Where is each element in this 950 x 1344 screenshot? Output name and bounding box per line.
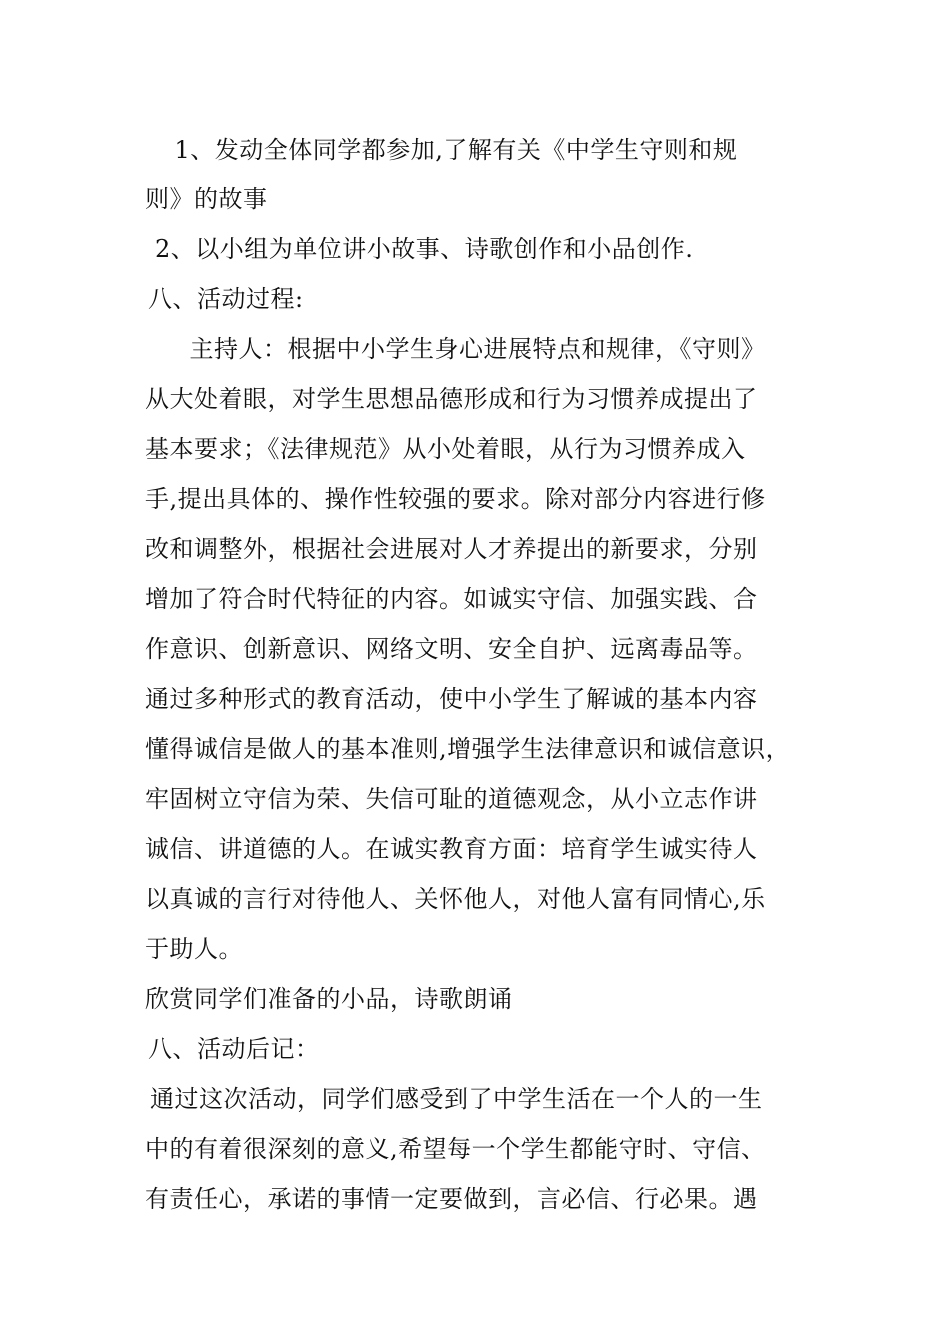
text-line-22: 有责任心，承诺的事情一定要做到，言必信、行必果。遇 xyxy=(145,1185,758,1213)
text-line-16: 以真诚的言行对待他人、关怀他人，对他人富有同情心,乐 xyxy=(145,885,766,913)
text-line-5: 主持人：根据中小学生身心进展特点和规律，《守则》 xyxy=(165,335,766,363)
text-line-11: 作意识、创新意识、网络文明、安全自护、远离毒品等。 xyxy=(145,635,758,663)
text-line-15: 诚信、讲道德的人。在诚实教育方面：培育学生诚实待人 xyxy=(145,835,758,863)
text-line-21: 中的有着很深刻的意义,希望每一个学生都能守时、守信、 xyxy=(145,1135,766,1163)
text-line-12: 通过多种形式的教育活动，使中小学生了解诚的基本内容 xyxy=(145,685,758,713)
section-heading-process: 八、活动过程: xyxy=(148,285,304,313)
text-line-3: 2、以小组为单位讲小故事、诗歌创作和小品创作. xyxy=(155,235,694,263)
text-line-17: 于助人。 xyxy=(145,935,243,963)
text-line-20: 通过这次活动，同学们感受到了中学生活在一个人的一生 xyxy=(150,1085,763,1113)
text-line-9: 改和调整外，根据社会进展对人才养提出的新要求，分别 xyxy=(145,535,758,563)
text-line-18: 欣赏同学们准备的小品，诗歌朗诵 xyxy=(145,985,513,1013)
text-line-1: 1、发动全体同学都参加,了解有关《中学生守则和规 xyxy=(150,136,738,164)
text-line-13: 懂得诚信是做人的基本准则,增强学生法律意识和诚信意识， xyxy=(145,735,791,763)
section-heading-afterword: 八、活动后记： xyxy=(148,1035,320,1063)
text-line-6: 从大处着眼，对学生思想品德形成和行为习惯养成提出了 xyxy=(145,385,758,413)
text-line-2: 则》的故事 xyxy=(145,185,268,213)
text-line-14: 牢固树立守信为荣、失信可耻的道德观念，从小立志作讲 xyxy=(145,785,758,813)
text-line-10: 增加了符合时代特征的内容。如诚实守信、加强实践、合 xyxy=(145,585,758,613)
text-line-8: 手,提出具体的、操作性较强的要求。除对部分内容进行修 xyxy=(145,485,766,513)
text-line-7: 基本要求；《法律规范》从小处着眼，从行为习惯养成入 xyxy=(145,435,746,463)
